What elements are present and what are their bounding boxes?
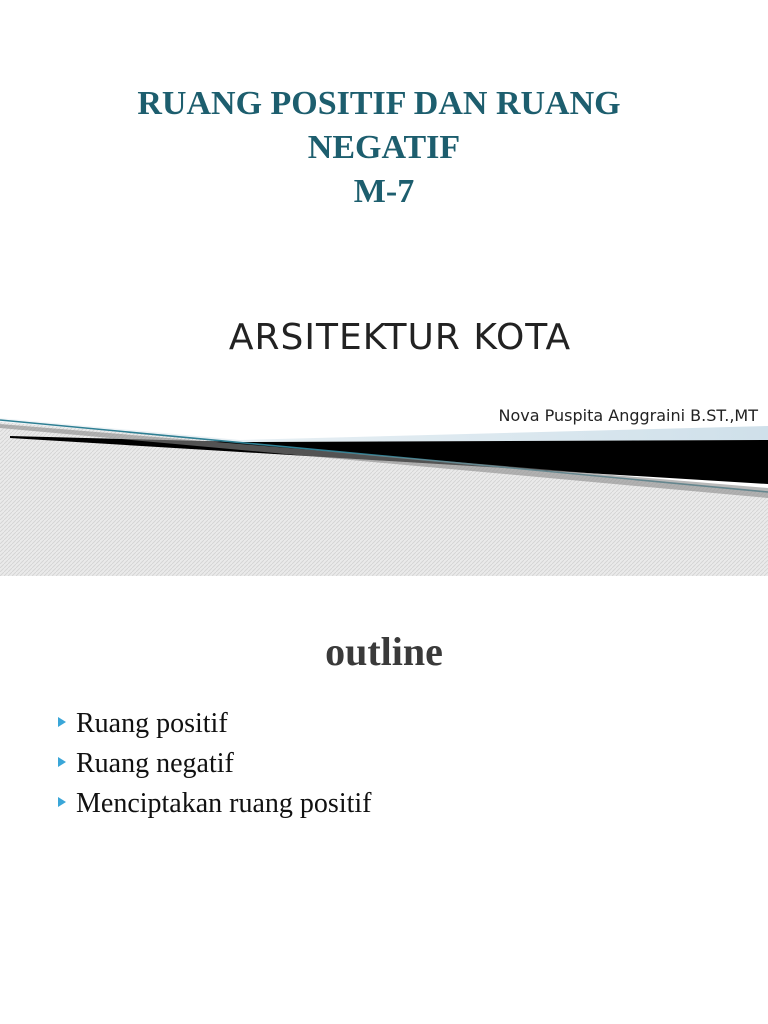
list-item xyxy=(58,784,371,824)
title-line-1: RUANG POSITIF DAN RUANG xyxy=(137,85,621,122)
list-item xyxy=(58,744,371,784)
outline-slide xyxy=(0,576,768,1024)
author-name: Nova Puspita Anggraini B.ST.,MT xyxy=(498,406,758,425)
list-item xyxy=(58,704,371,744)
outline-title: outline xyxy=(325,629,443,674)
slide-subtitle: ARSITEKTUR KOTA xyxy=(228,317,572,358)
triangle-bullet-icon xyxy=(58,717,66,727)
list-item-label: Menciptakan ruang positif xyxy=(76,788,372,819)
list-item-label: Ruang positif xyxy=(76,708,228,739)
triangle-bullet-icon xyxy=(58,797,66,807)
triangle-bullet-icon xyxy=(58,757,66,767)
outline-list xyxy=(58,704,371,824)
slide-title xyxy=(0,82,768,214)
decorative-stripes xyxy=(0,412,768,576)
title-line-3: M-7 xyxy=(353,173,415,210)
list-item-label: Ruang negatif xyxy=(76,748,234,779)
title-line-2: NEGATIF xyxy=(307,129,461,166)
